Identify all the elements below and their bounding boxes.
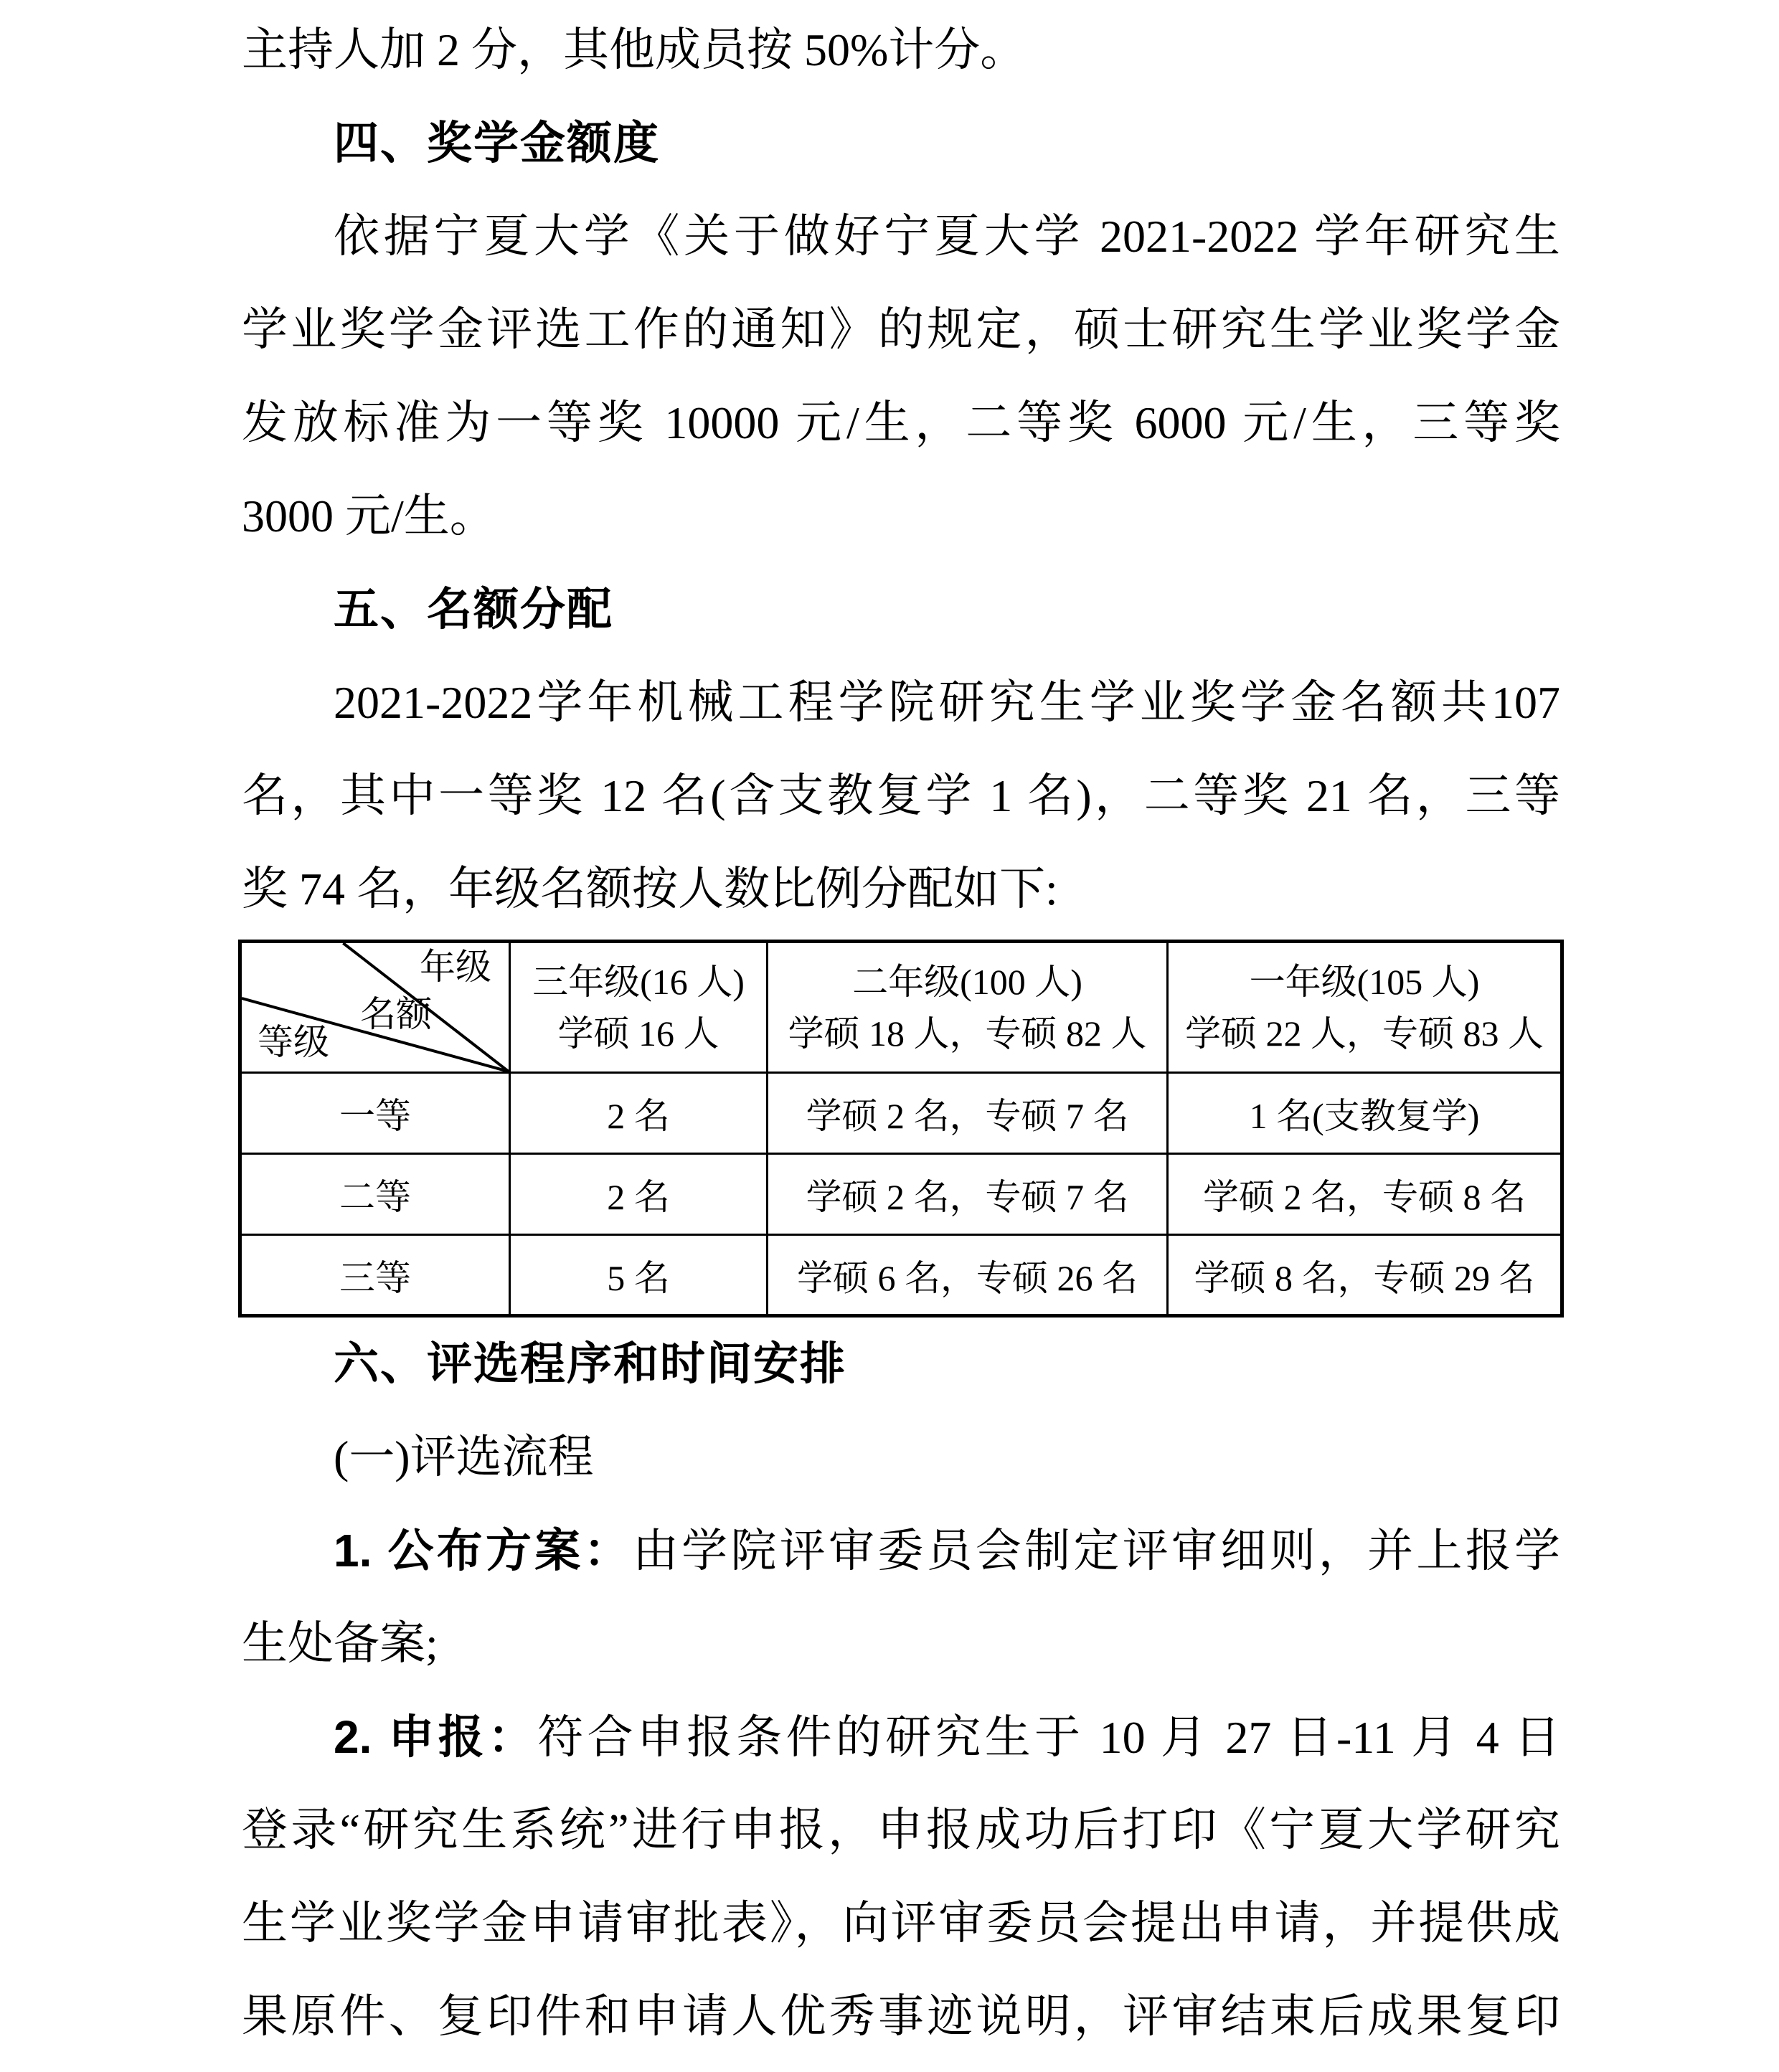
heading-selection-procedure: 六、评选程序和时间安排 [334, 1339, 846, 1389]
col-header-year2: 二年级(100 人) 学硕 18 人，专硕 82 人 [768, 942, 1168, 1073]
para-scoring-rule-line: 主持人加 2 分，其他成员按 50%计分。 [242, 24, 1027, 75]
subheading-selection-process: (一)评选流程 [334, 1432, 594, 1482]
para-application-line-1 [242, 1690, 1560, 1784]
cell-third-year3: 5 名 [510, 1235, 768, 1316]
publish-plan-label: 1. 公布方案： [334, 1525, 633, 1576]
para-quota-allocation-line-3: 奖 74 名，年级名额按人数比例分配如下: [242, 864, 1058, 914]
corner-label-level: 等级 [258, 1022, 329, 1062]
cell-second-year3: 2 名 [510, 1154, 768, 1235]
para-publish-plan-line-2: 生处备案; [242, 1618, 438, 1669]
table-row-second-class [240, 1154, 1562, 1235]
application-label: 2. 申报： [334, 1711, 538, 1763]
corner-label-grade-year: 年级 [420, 947, 491, 987]
heading-quota-allocation: 五、名额分配 [334, 585, 613, 635]
col-header-year1: 一年级(105 人) 学硕 22 人，专硕 83 人 [1168, 942, 1562, 1073]
table-corner-cell [240, 942, 510, 1073]
cell-second-year2: 学硕 2 名，专硕 7 名 [768, 1154, 1168, 1235]
cell-first-year3: 2 名 [510, 1073, 768, 1154]
table-row-first-class [240, 1073, 1562, 1154]
row-label-second-class: 二等 [240, 1154, 510, 1235]
para-quota-allocation-line-2: 名，其中一等奖 12 名(含支教复学 1 名)，二等奖 21 名，三等 [242, 770, 1560, 821]
para-application-line-2: 登录“研究生系统”进行申报，申报成功后打印《宁夏大学研究 [242, 1804, 1560, 1855]
cell-third-year2: 学硕 6 名，专硕 26 名 [768, 1235, 1168, 1316]
cell-first-year2: 学硕 2 名，专硕 7 名 [768, 1073, 1168, 1154]
para-scholarship-amount-line-2: 学业奖学金评选工作的通知》的规定，硕士研究生学业奖学金 [242, 304, 1560, 355]
table-row-third-class [240, 1235, 1562, 1316]
para-application-line-3: 生学业奖学金申请审批表》，向评审委员会提出申请，并提供成 [242, 1898, 1560, 1949]
para-application-line-4: 果原件、复印件和申请人优秀事迹说明，评审结束后成果复印 [242, 1991, 1560, 2042]
heading-scholarship-amount: 四、奖学金额度 [334, 118, 660, 169]
para-scholarship-amount-line-4: 3000 元/生。 [242, 491, 496, 541]
para-quota-allocation-line-1: 2021-2022学年机械工程学院研究生学业奖学金名额共107 [334, 677, 1560, 728]
row-label-first-class: 一等 [240, 1073, 510, 1154]
para-publish-plan-line-1 [242, 1504, 1560, 1597]
cell-second-year1: 学硕 2 名，专硕 8 名 [1168, 1154, 1562, 1235]
publish-plan-text: 由学院评审委员会制定评审细则，并上报学 [632, 1525, 1561, 1576]
document-page [242, 4, 1560, 2063]
application-text: 符合申报条件的研究生于 10 月 27 日-11 月 4 日 [537, 1712, 1561, 1763]
para-scholarship-amount-line-3: 发放标准为一等奖 10000 元/生，二等奖 6000 元/生，三等奖 [242, 397, 1560, 448]
cell-first-year1: 1 名(支教复学) [1168, 1073, 1562, 1154]
corner-label-quota: 名额 [360, 994, 432, 1034]
cell-third-year1: 学硕 8 名，专硕 29 名 [1168, 1235, 1562, 1316]
para-scholarship-amount-line-1: 依据宁夏大学《关于做好宁夏大学 2021-2022 学年研究生 [334, 211, 1560, 262]
row-label-third-class: 三等 [240, 1235, 510, 1316]
col-header-year3: 三年级(16 人) 学硕 16 人 [510, 942, 768, 1073]
quota-allocation-table [238, 940, 1564, 1318]
